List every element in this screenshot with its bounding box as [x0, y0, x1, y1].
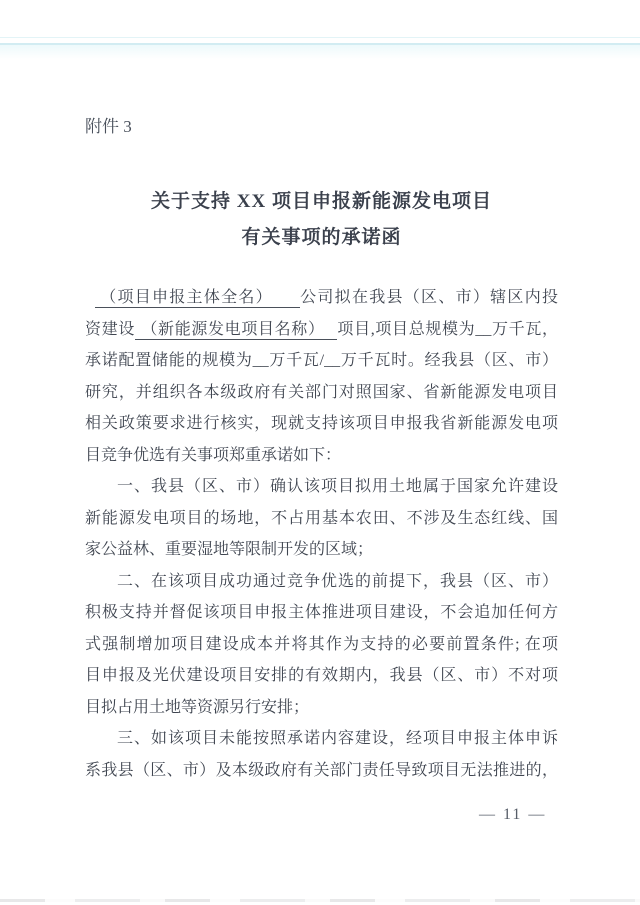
body-line: 式强制增加项目建设成本并将其作为支持的必要前置条件; 在项 [85, 635, 558, 653]
document-title [85, 184, 558, 256]
body-line: 目竞争优选有关事项郑重承诺如下： [85, 446, 342, 464]
document-body [85, 282, 558, 786]
body-line: 研究，并组织各本级政府有关部门对照国家、省新能源发电项目 [85, 383, 558, 401]
body-line-item-3: 三、如该项目未能按照承诺内容建设，经项目申报主体申诉 [117, 730, 558, 747]
body-line [85, 314, 558, 346]
document-title-line2: 有关事项的承诺函 [241, 227, 402, 248]
scan-artifact-line [0, 37, 640, 38]
page-number: — 11 — [479, 806, 547, 823]
body-line: 家公益林、重要湿地等限制开发的区域； [85, 541, 374, 558]
body-line: 积极支持并督促该项目申报主体推进项目建设，不会追加任何方 [85, 604, 558, 621]
body-line [85, 282, 558, 314]
document-title-line1: 关于支持 XX 项目申报新能源发电项目 [151, 191, 492, 212]
body-line: 目拟占用土地等资源另行安排； [85, 698, 310, 716]
attachment-label: 附件 3 [85, 117, 132, 136]
scan-artifact-noise [0, 899, 640, 902]
body-line: 新能源发电项目的场地，不占用基本农田、不涉及生态红线、国 [85, 509, 558, 527]
body-line: 承诺配置储能的规模为__万千瓦/__万千瓦时。经我县（区、市） [85, 352, 558, 369]
body-text: 公司拟在我县（区、市）辖区内投 [300, 289, 558, 306]
body-line: 系我县（区、市）及本级政府有关部门责任导致项目无法推进的， [85, 761, 558, 779]
body-line-item-2: 二、在该项目成功通过竞争优选的前提下，我县（区、市） [117, 572, 558, 590]
scan-artifact-band [0, 45, 640, 59]
body-line: 目申报及光伏建设项目安排的有效期内，我县（区、市）不对项 [85, 667, 558, 684]
underlined-blank-applicant-name: （项目申报主体全名） [95, 289, 301, 308]
body-text: 项目,项目总规模为__万千瓦， [337, 320, 558, 338]
body-line: 相关政策要求进行核实，现就支持该项目申报我省新能源发电项 [85, 415, 558, 432]
underlined-blank-project-name: （新能源发电项目名称） [135, 321, 337, 340]
body-line-item-1: 一、我县（区、市）确认该项目拟用土地属于国家允许建设 [117, 478, 558, 495]
body-text: 资建设 [85, 320, 135, 338]
